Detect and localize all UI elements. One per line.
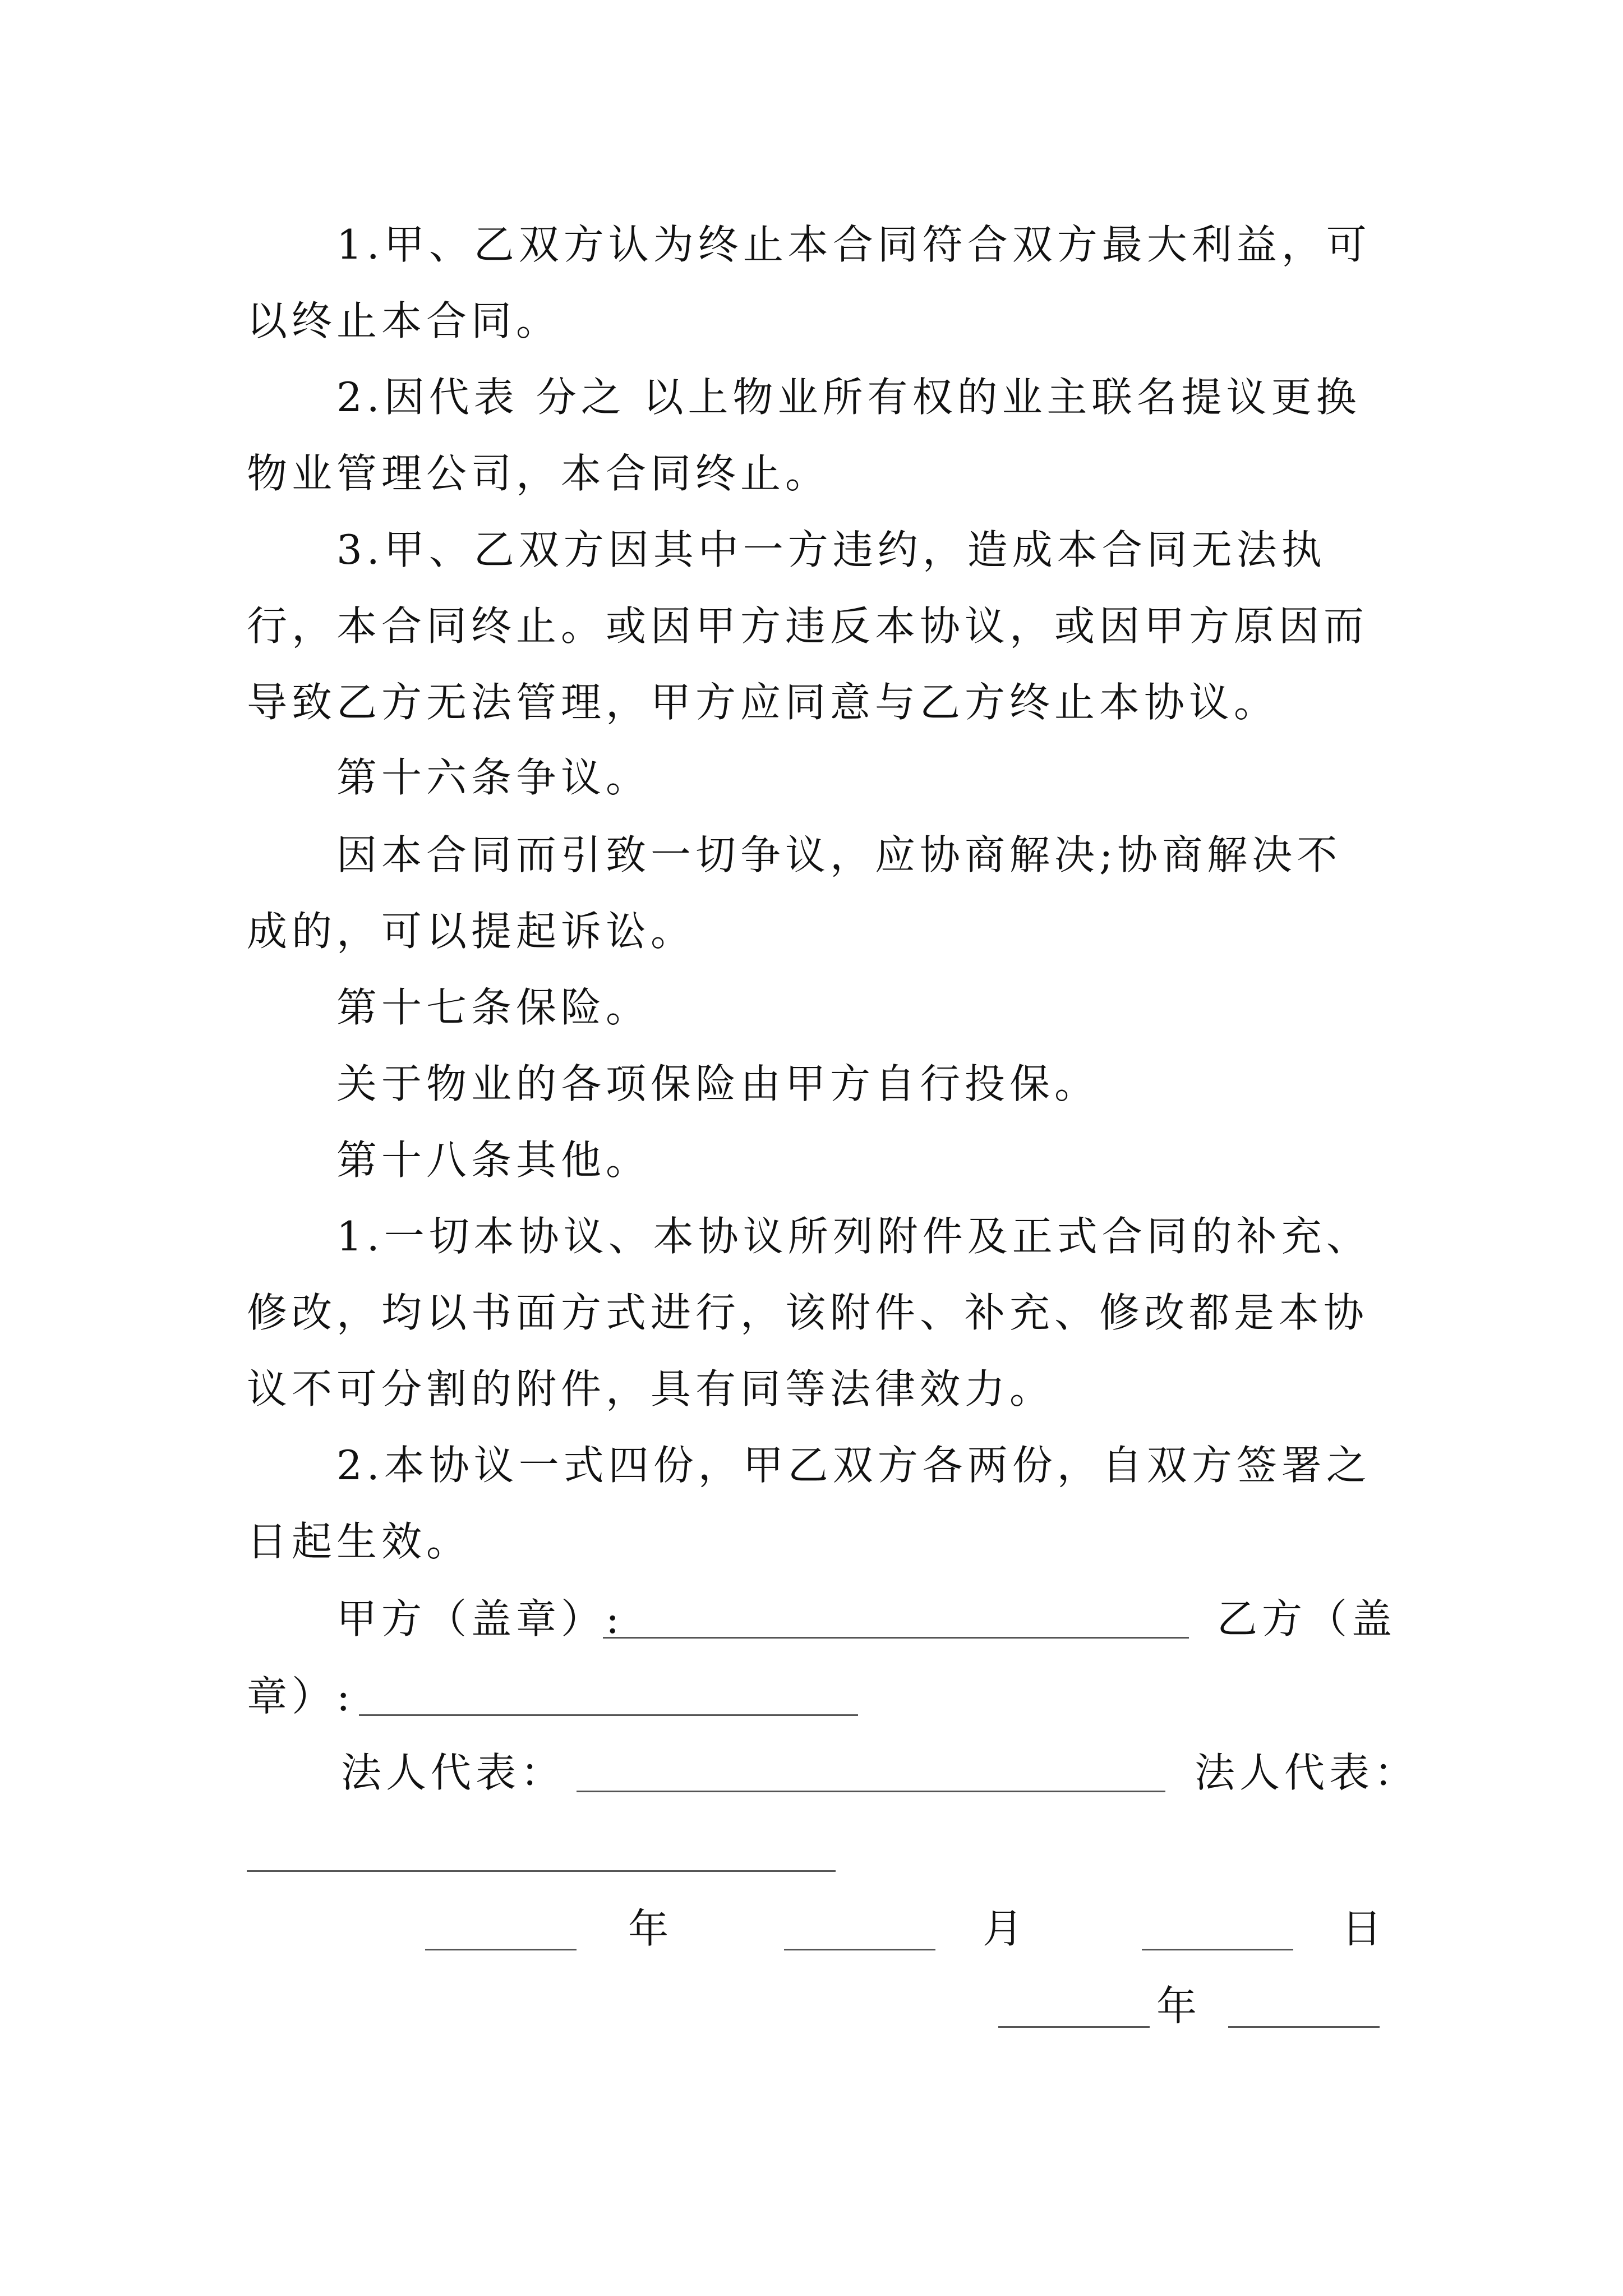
article-17-text: 关于物业的各项保险由甲方自行投保。 xyxy=(336,1060,1100,1107)
date-1-month-label: 月 xyxy=(983,1905,1028,1952)
date-2-year-label: 年 xyxy=(1156,1982,1202,2030)
date-1-year-blank xyxy=(425,1949,577,1950)
party-a-seal-label: 甲方（盖章）: xyxy=(336,1595,624,1642)
party-b-seal-label-part1: 乙方（盖 xyxy=(1217,1595,1397,1642)
clause-1-terminate-by-agreement: 1.甲、乙双方认为终止本合同符合双方最大利益，可以终止本合同。 xyxy=(247,221,1371,344)
clause-3-breach: 3.甲、乙双方因其中一方违约，造成本合同无法执行，本合同终止。或因甲方违反本协议，或因甲方原因而导致乙方无法管理，甲方应同意与乙方终止本协议。 xyxy=(247,526,1369,726)
article-16-text: 因本合同而引致一切争议，应协商解决;协商解决不成的，可以提起诉讼。 xyxy=(247,831,1342,955)
party-a-legal-rep-blank xyxy=(577,1791,1165,1792)
date-1-day-label: 日 xyxy=(1341,1905,1387,1952)
party-a-legal-rep-label: 法人代表： xyxy=(341,1749,566,1796)
article-17-heading: 第十七条保险。 xyxy=(336,984,651,1031)
clause-2-owner-proposal: 2.因代表 分之 以上物业所有权的业主联名提议更换物业管理公司，本合同终止。 xyxy=(247,374,1361,497)
date-1-day-blank xyxy=(1142,1949,1293,1950)
date-1-year-label: 年 xyxy=(628,1905,674,1952)
party-b-seal-blank xyxy=(359,1714,858,1716)
date-2-month-blank xyxy=(1228,2026,1380,2028)
party-b-legal-rep-blank xyxy=(247,1870,836,1872)
article-18-item-2: 2.本协议一式四份，甲乙双方各两份，自双方签署之日起生效。 xyxy=(247,1442,1371,1565)
article-16-heading: 第十六条争议。 xyxy=(336,754,651,801)
article-18-item-1: 1.一切本协议、本协议所列附件及正式合同的补充、修改，均以书面方式进行，该附件、补充、修改都是本协议不可分割的附件，具有同等法律效力。 xyxy=(247,1213,1371,1412)
date-1-month-blank xyxy=(784,1949,935,1950)
party-b-legal-rep-label: 法人代表： xyxy=(1195,1749,1419,1796)
party-a-seal-blank xyxy=(603,1637,1189,1639)
date-2-year-blank xyxy=(998,2026,1150,2028)
article-18-heading: 第十八条其他。 xyxy=(336,1137,651,1184)
party-b-seal-label-part2: 章）: xyxy=(247,1673,355,1720)
